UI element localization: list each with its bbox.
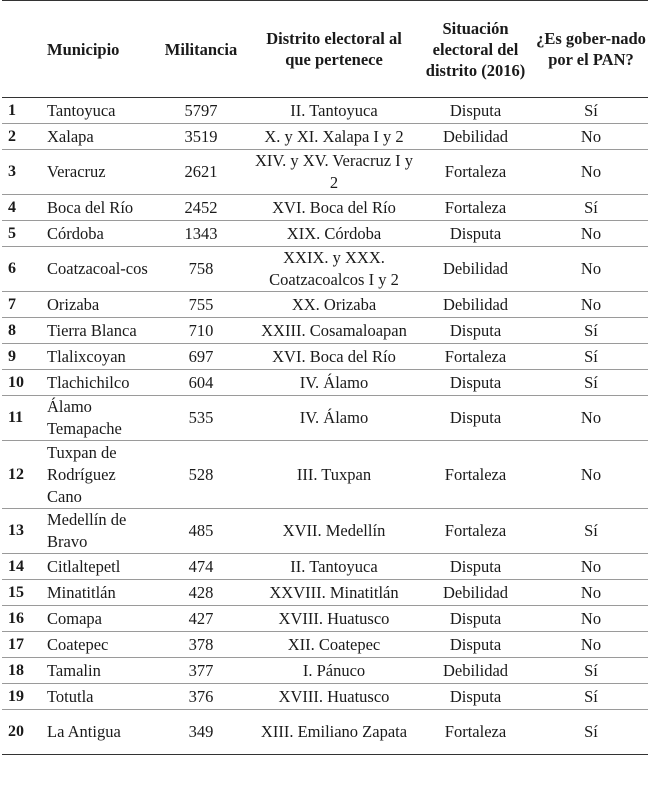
table-row bbox=[2, 580, 648, 606]
header-gobernado: ¿Es gober-nado por el PAN? bbox=[536, 29, 646, 69]
situacion-cell: Debilidad bbox=[442, 294, 509, 314]
militancia-cell: 427 bbox=[188, 608, 214, 628]
distrito-cell: XXVIII. Minatitlán bbox=[269, 582, 399, 602]
distrito-cell: XII. Coatepec bbox=[287, 634, 381, 654]
row-number: 3 bbox=[8, 163, 16, 180]
gobernado-cell: No bbox=[580, 162, 602, 181]
municipio-cell: Tamalin bbox=[47, 660, 101, 680]
table-row bbox=[2, 150, 648, 195]
distrito-cell: XXIX. y XXX. Coatzacoalcos I y 2 bbox=[269, 248, 399, 289]
distrito-cell: IV. Álamo bbox=[299, 408, 369, 427]
distrito-cell: XVIII. Huatusco bbox=[278, 608, 390, 628]
gobernado-cell: Sí bbox=[584, 372, 598, 392]
gobernado-cell: Sí bbox=[584, 320, 598, 340]
municipio-cell: Xalapa bbox=[47, 126, 94, 146]
gobernado-cell: Sí bbox=[584, 521, 598, 540]
table-row bbox=[2, 370, 648, 396]
militancia-cell: 710 bbox=[188, 320, 214, 340]
militancia-cell: 485 bbox=[188, 521, 214, 540]
situacion-cell: Disputa bbox=[449, 100, 502, 120]
table-row bbox=[2, 632, 648, 658]
municipio-cell: Boca del Río bbox=[47, 197, 134, 217]
municipio-cell: Tlachichilco bbox=[47, 372, 130, 392]
header-municipio: Municipio bbox=[47, 39, 120, 59]
row-number: 14 bbox=[8, 557, 24, 575]
row-number: 12 bbox=[8, 465, 24, 483]
table-row bbox=[2, 124, 648, 150]
table-row bbox=[2, 658, 648, 684]
municipio-cell: Orizaba bbox=[47, 294, 100, 314]
distrito-cell: XIII. Emiliano Zapata bbox=[260, 722, 408, 741]
situacion-cell: Disputa bbox=[449, 686, 502, 706]
situacion-cell: Fortaleza bbox=[444, 521, 507, 540]
situacion-cell: Debilidad bbox=[442, 660, 509, 680]
table-row bbox=[2, 710, 648, 755]
municipio-cell: La Antigua bbox=[47, 722, 121, 741]
gobernado-cell: Sí bbox=[584, 660, 598, 680]
militancia-cell: 604 bbox=[188, 372, 214, 392]
distrito-cell: XVII. Medellín bbox=[282, 521, 386, 540]
row-number: 15 bbox=[8, 583, 24, 601]
gobernado-cell: Sí bbox=[584, 722, 598, 741]
gobernado-cell: No bbox=[580, 294, 602, 314]
situacion-cell: Debilidad bbox=[442, 126, 509, 146]
table-row bbox=[2, 221, 648, 247]
militancia-cell: 349 bbox=[188, 722, 214, 741]
municipio-cell: Tierra Blanca bbox=[47, 320, 137, 340]
gobernado-cell: No bbox=[580, 556, 602, 576]
distrito-cell: XIX. Córdoba bbox=[286, 223, 382, 243]
militancia-cell: 428 bbox=[188, 582, 214, 602]
table-row bbox=[2, 684, 648, 710]
row-number: 16 bbox=[8, 609, 24, 627]
militancia-cell: 474 bbox=[188, 556, 214, 576]
situacion-cell: Disputa bbox=[449, 556, 502, 576]
distrito-cell: X. y XI. Xalapa I y 2 bbox=[264, 126, 404, 146]
gobernado-cell: No bbox=[580, 582, 602, 602]
table-row bbox=[2, 344, 648, 370]
row-number: 13 bbox=[8, 522, 24, 539]
table-row bbox=[2, 554, 648, 580]
militancia-cell: 376 bbox=[188, 686, 214, 706]
militancia-table bbox=[2, 0, 648, 755]
distrito-cell: XXIII. Cosamaloapan bbox=[261, 320, 407, 340]
gobernado-cell: No bbox=[580, 223, 602, 243]
distrito-cell: XVI. Boca del Río bbox=[272, 346, 396, 366]
militancia-cell: 755 bbox=[188, 294, 214, 314]
table-row bbox=[2, 247, 648, 292]
distrito-cell: XVI. Boca del Río bbox=[272, 197, 396, 217]
row-number: 1 bbox=[8, 101, 16, 119]
table-row bbox=[2, 509, 648, 554]
situacion-cell: Fortaleza bbox=[444, 346, 507, 366]
militancia-cell: 528 bbox=[188, 464, 214, 484]
militancia-cell: 3519 bbox=[184, 126, 218, 146]
situacion-cell: Debilidad bbox=[442, 582, 509, 602]
row-number: 4 bbox=[8, 198, 16, 216]
distrito-cell: XVIII. Huatusco bbox=[278, 686, 390, 706]
militancia-cell: 5797 bbox=[184, 100, 218, 120]
header-num bbox=[2, 1, 39, 98]
situacion-cell: Fortaleza bbox=[444, 197, 507, 217]
header-distrito: Distrito electoral al que pertenece bbox=[266, 29, 402, 69]
situacion-cell: Fortaleza bbox=[444, 722, 507, 741]
municipio-cell: Medellín de Bravo bbox=[47, 510, 127, 551]
gobernado-cell: No bbox=[580, 408, 602, 427]
table-row bbox=[2, 396, 648, 441]
row-number: 19 bbox=[8, 687, 24, 705]
militancia-cell: 377 bbox=[188, 660, 214, 680]
situacion-cell: Disputa bbox=[449, 320, 502, 340]
table-row bbox=[2, 318, 648, 344]
row-number: 17 bbox=[8, 635, 24, 653]
militancia-cell: 2452 bbox=[184, 197, 218, 217]
militancia-cell: 1343 bbox=[184, 223, 218, 243]
distrito-cell: XIV. y XV. Veracruz I y 2 bbox=[254, 151, 414, 192]
gobernado-cell: No bbox=[580, 634, 602, 654]
municipio-cell: Totutla bbox=[47, 686, 94, 706]
row-number: 8 bbox=[8, 321, 16, 339]
row-number: 6 bbox=[8, 260, 16, 277]
militancia-cell: 378 bbox=[188, 634, 214, 654]
municipio-cell: Córdoba bbox=[47, 223, 104, 243]
gobernado-cell: No bbox=[580, 126, 602, 146]
situacion-cell: Disputa bbox=[449, 408, 502, 427]
gobernado-cell: No bbox=[580, 464, 602, 484]
gobernado-cell: Sí bbox=[584, 100, 598, 120]
situacion-cell: Fortaleza bbox=[444, 464, 507, 484]
table-row bbox=[2, 606, 648, 632]
distrito-cell: IV. Álamo bbox=[299, 372, 369, 392]
row-number: 11 bbox=[8, 409, 24, 426]
municipio-cell: Álamo Temapache bbox=[47, 397, 122, 438]
municipio-cell: Tantoyuca bbox=[47, 100, 116, 120]
situacion-cell: Disputa bbox=[449, 634, 502, 654]
distrito-cell: III. Tuxpan bbox=[296, 464, 372, 484]
distrito-cell: XX. Orizaba bbox=[291, 294, 377, 314]
militancia-cell: 2621 bbox=[184, 162, 218, 181]
gobernado-cell: No bbox=[580, 608, 602, 628]
distrito-cell: II. Tantoyuca bbox=[290, 100, 378, 120]
situacion-cell: Fortaleza bbox=[444, 162, 507, 181]
table-row bbox=[2, 441, 648, 509]
municipio-cell: Tuxpan de Rodríguez Cano bbox=[47, 442, 117, 506]
municipio-cell: Coatzacoal-cos bbox=[47, 259, 148, 278]
gobernado-cell: No bbox=[580, 259, 602, 278]
header-militancia: Militancia bbox=[164, 39, 238, 59]
militancia-cell: 535 bbox=[188, 408, 214, 427]
situacion-cell: Disputa bbox=[449, 372, 502, 392]
table-row bbox=[2, 195, 648, 221]
row-number: 7 bbox=[8, 295, 16, 313]
militancia-cell: 758 bbox=[188, 259, 214, 278]
municipio-cell: Coatepec bbox=[47, 634, 109, 654]
municipio-cell: Comapa bbox=[47, 608, 102, 628]
municipio-cell: Tlalixcoyan bbox=[47, 346, 126, 366]
header-row bbox=[2, 1, 648, 98]
table-row bbox=[2, 292, 648, 318]
row-number: 5 bbox=[8, 224, 16, 242]
row-number: 10 bbox=[8, 373, 24, 391]
militancia-cell: 697 bbox=[188, 346, 214, 366]
row-number: 20 bbox=[8, 723, 24, 740]
header-situacion: Situación electoral del distrito (2016) bbox=[425, 18, 526, 80]
table-body bbox=[2, 98, 648, 755]
gobernado-cell: Sí bbox=[584, 686, 598, 706]
municipio-cell: Veracruz bbox=[47, 162, 106, 181]
gobernado-cell: Sí bbox=[584, 346, 598, 366]
gobernado-cell: Sí bbox=[584, 197, 598, 217]
table-row bbox=[2, 98, 648, 124]
row-number: 18 bbox=[8, 661, 24, 679]
distrito-cell: I. Pánuco bbox=[302, 660, 366, 680]
row-number: 9 bbox=[8, 347, 16, 365]
municipio-cell: Minatitlán bbox=[47, 582, 116, 602]
situacion-cell: Disputa bbox=[449, 608, 502, 628]
row-number: 2 bbox=[8, 127, 16, 145]
situacion-cell: Disputa bbox=[449, 223, 502, 243]
situacion-cell: Debilidad bbox=[442, 259, 509, 278]
distrito-cell: II. Tantoyuca bbox=[290, 556, 378, 576]
municipio-cell: Citlaltepetl bbox=[47, 556, 121, 576]
